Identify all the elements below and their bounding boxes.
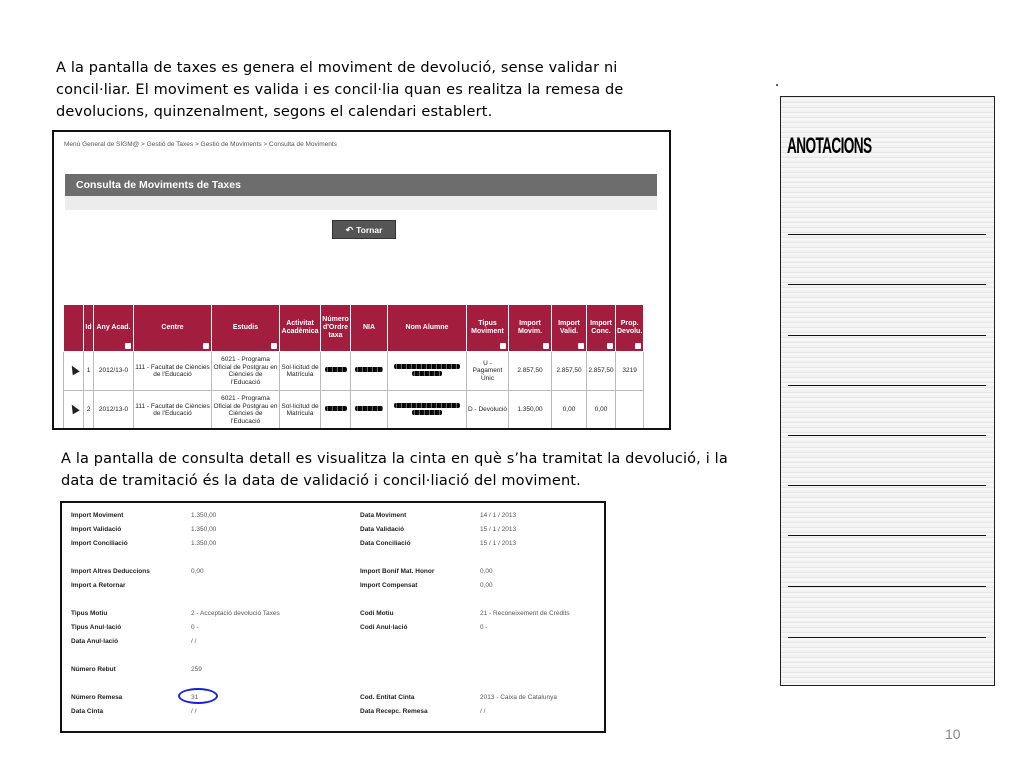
detail-value: 21 - Reconeixement de Crèdits bbox=[480, 610, 570, 617]
activitat-cell: Sol·licitud de Matrícula bbox=[280, 391, 321, 430]
column-header[interactable]: NIA bbox=[351, 305, 388, 352]
detail-value: 0,00 bbox=[480, 582, 493, 589]
detail-value: 1.350,00 bbox=[191, 526, 217, 533]
detail-label: Import Compensat bbox=[360, 582, 418, 589]
detail-value: 15 / 1 / 2013 bbox=[480, 526, 517, 533]
detail-label: Data Cinta bbox=[71, 708, 104, 715]
import-movim-cell: 2.857,50 bbox=[509, 352, 552, 391]
table-row[interactable] bbox=[64, 352, 644, 391]
sort-icon[interactable] bbox=[635, 343, 641, 349]
annotations-panel bbox=[780, 96, 995, 686]
import-movim-cell: 1.350,00 bbox=[509, 391, 552, 430]
estudis-cell: 6021 - Programa Oficial de Postgrau en Ciències de l'Educació bbox=[212, 391, 280, 430]
annotation-line bbox=[788, 637, 986, 638]
select-row-cell[interactable] bbox=[64, 352, 84, 391]
sort-icon[interactable] bbox=[271, 343, 277, 349]
back-arrow-icon: ↶ bbox=[345, 225, 354, 235]
detail-label: Import a Retornar bbox=[71, 582, 126, 589]
sort-icon[interactable] bbox=[500, 343, 506, 349]
moviments-screenshot bbox=[52, 130, 671, 430]
tipus-cell: U - Pagament Únic bbox=[467, 352, 509, 391]
redacted-nom-cell bbox=[388, 352, 467, 391]
redacted-ordre-cell bbox=[321, 352, 351, 391]
column-header[interactable]: Id bbox=[84, 305, 94, 352]
table-row[interactable] bbox=[64, 391, 644, 430]
redacted-nia-cell bbox=[351, 352, 388, 391]
sort-icon[interactable] bbox=[203, 343, 209, 349]
annotation-line bbox=[788, 586, 986, 587]
detail-value: 1.350,00 bbox=[191, 540, 217, 547]
detail-value: / / bbox=[191, 638, 197, 645]
detail-value: 2013 - Caixa de Catalunya bbox=[480, 694, 557, 701]
detail-label: Codi Anul·lació bbox=[360, 624, 408, 631]
detail-value: 14 / 1 / 2013 bbox=[480, 512, 517, 519]
any-cell: 2012/13-0 bbox=[94, 391, 134, 430]
import-conc-cell: 2.857,50 bbox=[587, 352, 616, 391]
sort-icon[interactable] bbox=[607, 343, 613, 349]
select-column-header bbox=[64, 305, 84, 352]
detail-label: Import Altres Deduccions bbox=[71, 568, 150, 575]
detail-value: 0,00 bbox=[191, 568, 204, 575]
import-conc-cell: 0,00 bbox=[587, 391, 616, 430]
select-arrow-icon[interactable] bbox=[68, 364, 79, 376]
detail-paragraph: A la pantalla de consulta detall es visualitza la cinta en què s’ha tramitat la devolució, i la data de tramitació és la data de validació i concil·liació del moviment. bbox=[61, 451, 728, 489]
detail-value: 15 / 1 / 2013 bbox=[480, 540, 517, 547]
sort-icon[interactable] bbox=[543, 343, 549, 349]
annotation-line bbox=[788, 535, 986, 536]
column-header[interactable]: Estudis bbox=[212, 305, 280, 352]
estudis-cell: 6021 - Programa Oficial de Postgrau en Ciències de l'Educació bbox=[212, 352, 280, 391]
annotation-line bbox=[788, 335, 986, 336]
redacted-nia-cell bbox=[351, 391, 388, 430]
any-cell: 2012/13-0 bbox=[94, 352, 134, 391]
detail-label: Import Bonif Mat. Honor bbox=[360, 568, 435, 575]
annotation-line bbox=[788, 234, 986, 235]
detail-value: 0 - bbox=[191, 624, 199, 631]
select-row-cell[interactable] bbox=[64, 391, 84, 430]
detail-label: Número Rebut bbox=[71, 666, 116, 673]
detail-label: Import Validació bbox=[71, 526, 122, 533]
column-header[interactable]: Número d'Ordre taxa bbox=[321, 305, 351, 352]
prop-cell bbox=[616, 391, 644, 430]
annotation-line bbox=[788, 385, 986, 386]
back-button-label: Tornar bbox=[356, 225, 383, 235]
column-header[interactable]: Any Acad. bbox=[94, 305, 134, 352]
remesa-highlight-circle bbox=[178, 688, 218, 704]
detail-label: Import Conciliació bbox=[71, 540, 128, 547]
table-header-row bbox=[64, 305, 644, 352]
breadcrumb[interactable]: Menú General de SIGM@ > Gestió de Taxes > Gestió de Moviments > Consulta de Moviments bbox=[64, 141, 337, 148]
detail-label: Data Recepc. Remesa bbox=[360, 708, 428, 715]
id-cell: 2 bbox=[84, 391, 94, 430]
detail-label: Cod. Entitat Cinta bbox=[360, 694, 415, 701]
detail-value: / / bbox=[480, 708, 486, 715]
detail-value: 259 bbox=[191, 666, 202, 673]
annotation-line bbox=[788, 485, 986, 486]
detail-label: Import Moviment bbox=[71, 512, 124, 519]
detail-value: 2 - Acceptació devolució Taxes bbox=[191, 610, 280, 617]
detail-value: 1.350,00 bbox=[191, 512, 217, 519]
column-header[interactable]: Prop. Devolu. bbox=[616, 305, 644, 352]
column-header[interactable]: Centre bbox=[134, 305, 212, 352]
stray-dot bbox=[776, 84, 778, 86]
centre-cell: 111 - Facultat de Ciències de l'Educació bbox=[134, 352, 212, 391]
title-bar-shade bbox=[65, 196, 657, 210]
column-header[interactable]: Nom Alumne bbox=[388, 305, 467, 352]
annotation-line bbox=[788, 435, 986, 436]
redacted-nom-cell bbox=[388, 391, 467, 430]
detail-label: Data Validació bbox=[360, 526, 405, 533]
detail-label: Codi Motiu bbox=[360, 610, 394, 617]
column-header[interactable]: Import Movim. bbox=[509, 305, 552, 352]
sort-icon[interactable] bbox=[125, 343, 131, 349]
import-valid-cell: 2.857,50 bbox=[552, 352, 587, 391]
prop-cell: 3219 bbox=[616, 352, 644, 391]
activitat-cell: Sol·licitud de Matrícula bbox=[280, 352, 321, 391]
moviments-table bbox=[63, 304, 644, 430]
detail-label: Número Remesa bbox=[71, 694, 123, 701]
back-button[interactable] bbox=[332, 220, 396, 239]
column-header[interactable]: Activitat Acadèmica bbox=[280, 305, 321, 352]
select-arrow-icon[interactable] bbox=[68, 403, 79, 415]
page-number: 10 bbox=[945, 726, 961, 742]
detail-label: Data Moviment bbox=[360, 512, 407, 519]
detail-value: / / bbox=[191, 708, 197, 715]
tipus-cell: D - Devolució bbox=[467, 391, 509, 430]
detail-label: Tipus Anul·lació bbox=[71, 624, 122, 631]
detail-screenshot bbox=[60, 501, 606, 733]
sort-icon[interactable] bbox=[578, 343, 584, 349]
detail-value: 0,00 bbox=[480, 568, 493, 575]
remesa-value: 31 bbox=[191, 694, 199, 701]
annotation-line bbox=[788, 284, 986, 285]
detail-label: Data Anul·lació bbox=[71, 638, 119, 645]
column-header[interactable]: Import Conc. bbox=[587, 305, 616, 352]
detail-label: Data Conciliació bbox=[360, 540, 411, 547]
page-title: Consulta de Moviments de Taxes bbox=[65, 174, 657, 196]
centre-cell: 111 - Facultat de Ciències de l'Educació bbox=[134, 391, 212, 430]
intro-paragraph: A la pantalla de taxes es genera el moviment de devolució, sense validar ni concil·liar. El moviment es valida i es concil·lia quan es realitza la remesa de devolucions, quinzenalment, segons el calendari establert. bbox=[56, 60, 624, 120]
detail-label: Tipus Motiu bbox=[71, 610, 108, 617]
column-header[interactable]: Import Valid. bbox=[552, 305, 587, 352]
annotations-title: ANOTACIONS bbox=[787, 133, 872, 158]
import-valid-cell: 0,00 bbox=[552, 391, 587, 430]
id-cell: 1 bbox=[84, 352, 94, 391]
detail-value: 0 - bbox=[480, 624, 488, 631]
redacted-ordre-cell bbox=[321, 391, 351, 430]
column-header[interactable]: Tipus Moviment bbox=[467, 305, 509, 352]
